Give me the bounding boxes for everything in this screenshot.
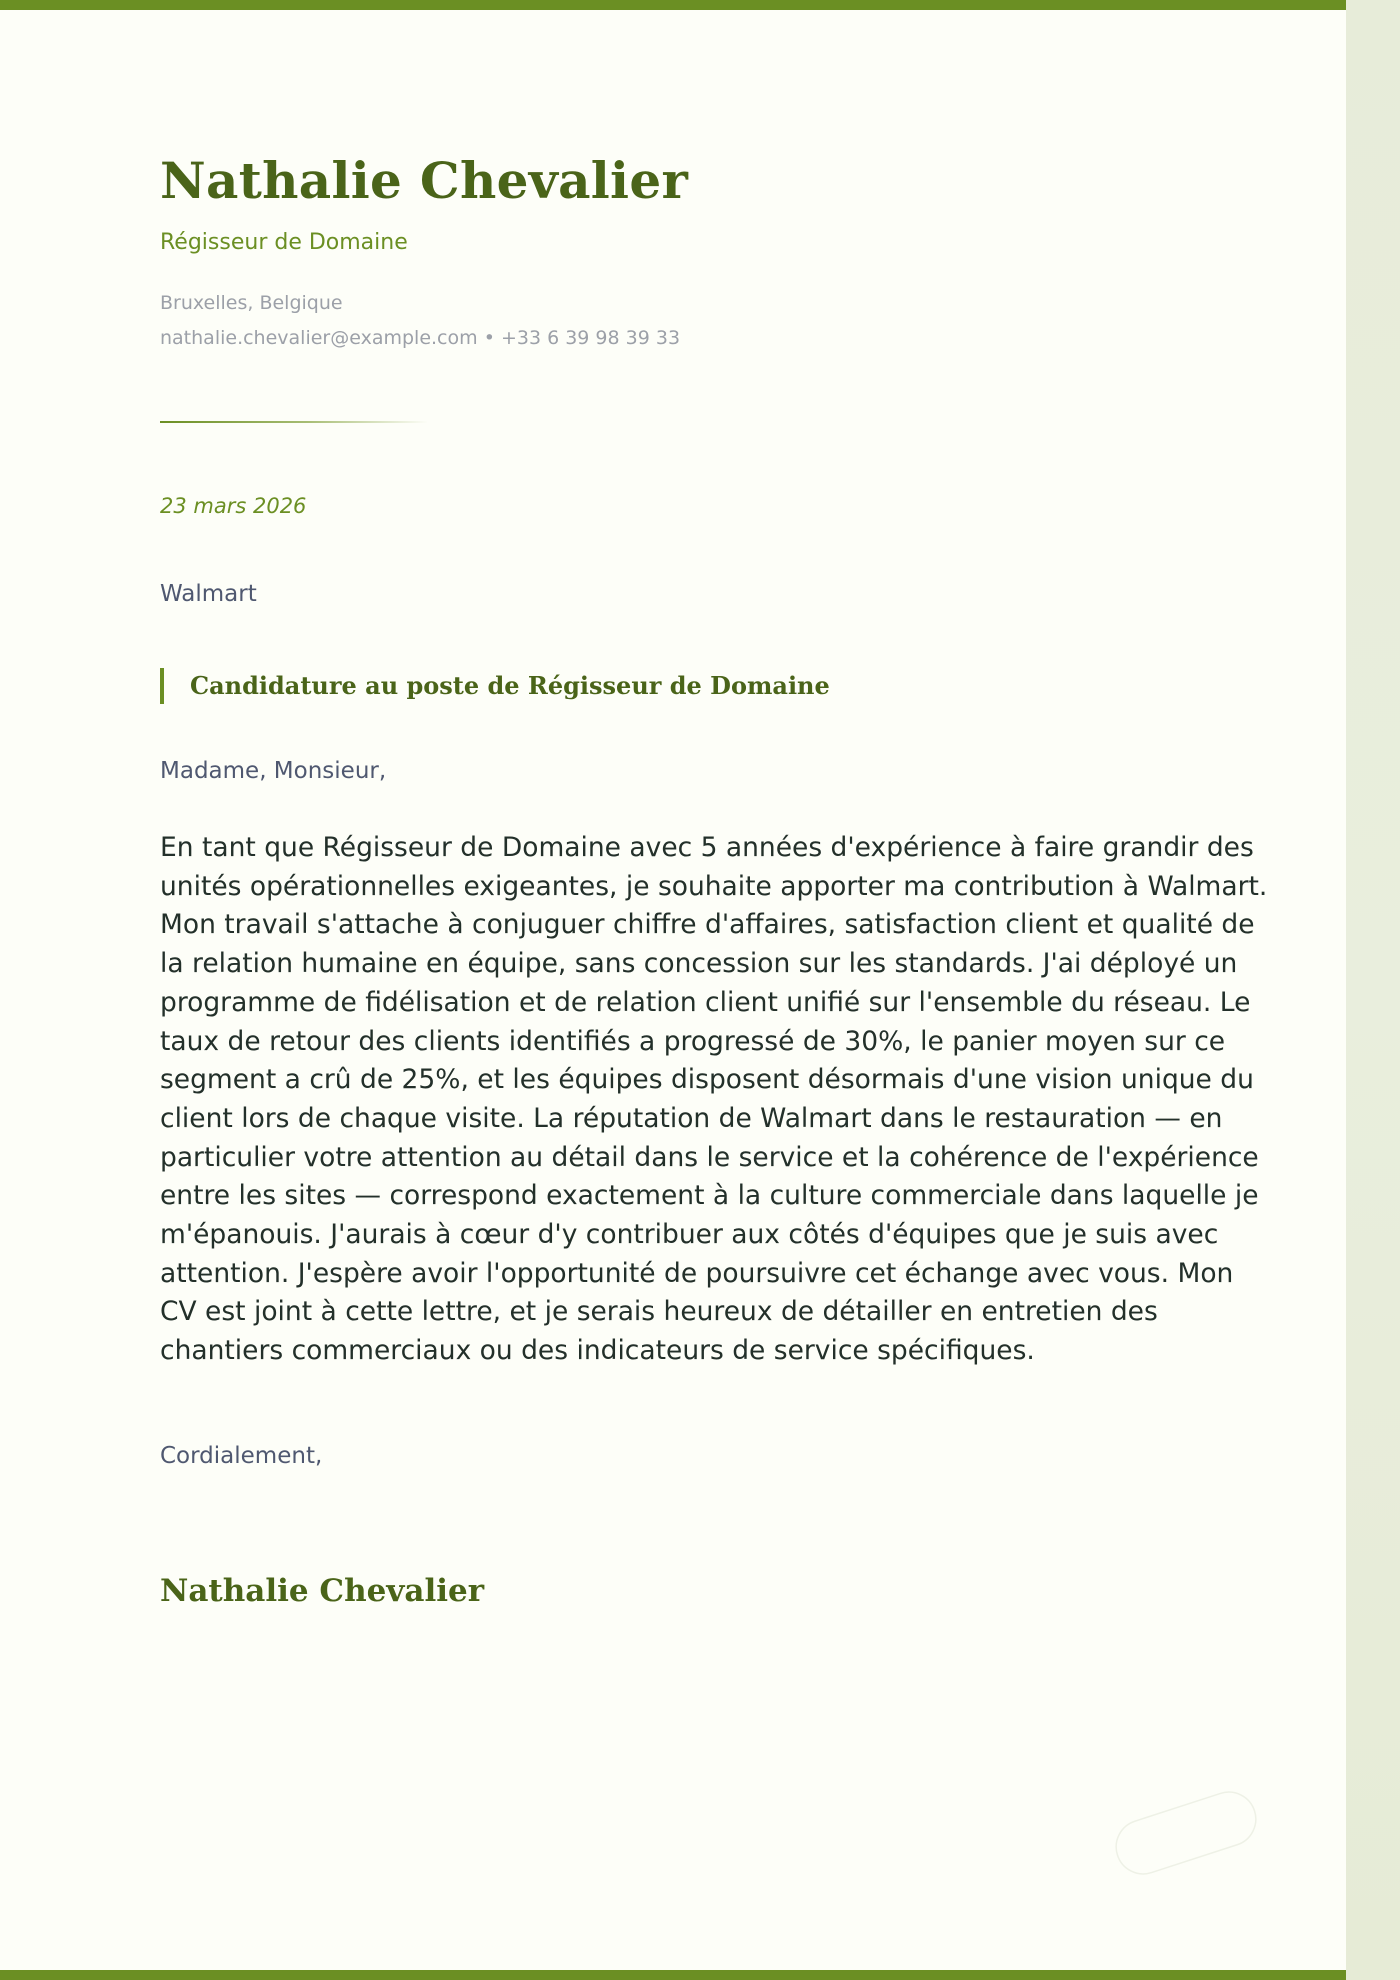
- header-divider: [160, 421, 428, 423]
- sender-phone: +33 6 39 98 39 33: [500, 327, 681, 349]
- sender-location: Bruxelles, Belgique: [160, 292, 343, 314]
- recipient-name: Walmart: [160, 581, 257, 607]
- closing: Cordialement,: [160, 1443, 323, 1469]
- letter-body: En tant que Régisseur de Domaine avec 5 années d'expérience à faire grandir des unités opérationnelles exigeantes, je souhaite apporter ma contribution à Walmart. Mon travail s'attache à conjuguer chiffre d'affaires, satisfaction client et qualité de la relation humaine en équipe, sans concession sur les standards. J'ai déployé un programme de fidélisation et de relation client unifié sur l'ensemble du réseau. Le taux de retour des clients identifiés a progressé de 30%, le panier moyen sur ce segment a crû de 25%, et les équipes disposent désormais d'une vision unique du client lors de chaque visite. La réputation de Walmart dans le restauration — en particulier votre attention au détail dans le service et la cohérence de l'expérience entre les sites — correspond exactement à la culture commerciale dans laquelle je m'épanouis. J'aurais à cœur d'y contribuer aux côtés d'équipes que je suis avec attention. J'espère avoir l'opportunité de poursuivre cet échange avec vous. Mon CV est joint à cette lettre, et je serais heureux de détailler en entretien des chantiers commerciaux ou des indicateurs de service spécifiques.: [160, 832, 1268, 1367]
- contact-separator: •: [483, 327, 495, 349]
- side-strip: [1346, 0, 1400, 1980]
- salutation: Madame, Monsieur,: [160, 758, 387, 784]
- bottom-accent-bar: [0, 1970, 1346, 1980]
- signature-name: Nathalie Chevalier: [160, 1573, 485, 1609]
- top-accent-bar: [0, 0, 1346, 10]
- decorative-stamp-shape: [1106, 1786, 1266, 1880]
- sender-email: nathalie.chevalier@example.com: [160, 327, 478, 349]
- sender-contact-line: [160, 325, 680, 351]
- sender-name: Nathalie Chevalier: [160, 151, 689, 210]
- letter-subject: Candidature au poste de Régisseur de Domaine: [160, 668, 830, 704]
- sender-role: Régisseur de Domaine: [160, 230, 408, 255]
- letter-date: 23 mars 2026: [160, 494, 307, 518]
